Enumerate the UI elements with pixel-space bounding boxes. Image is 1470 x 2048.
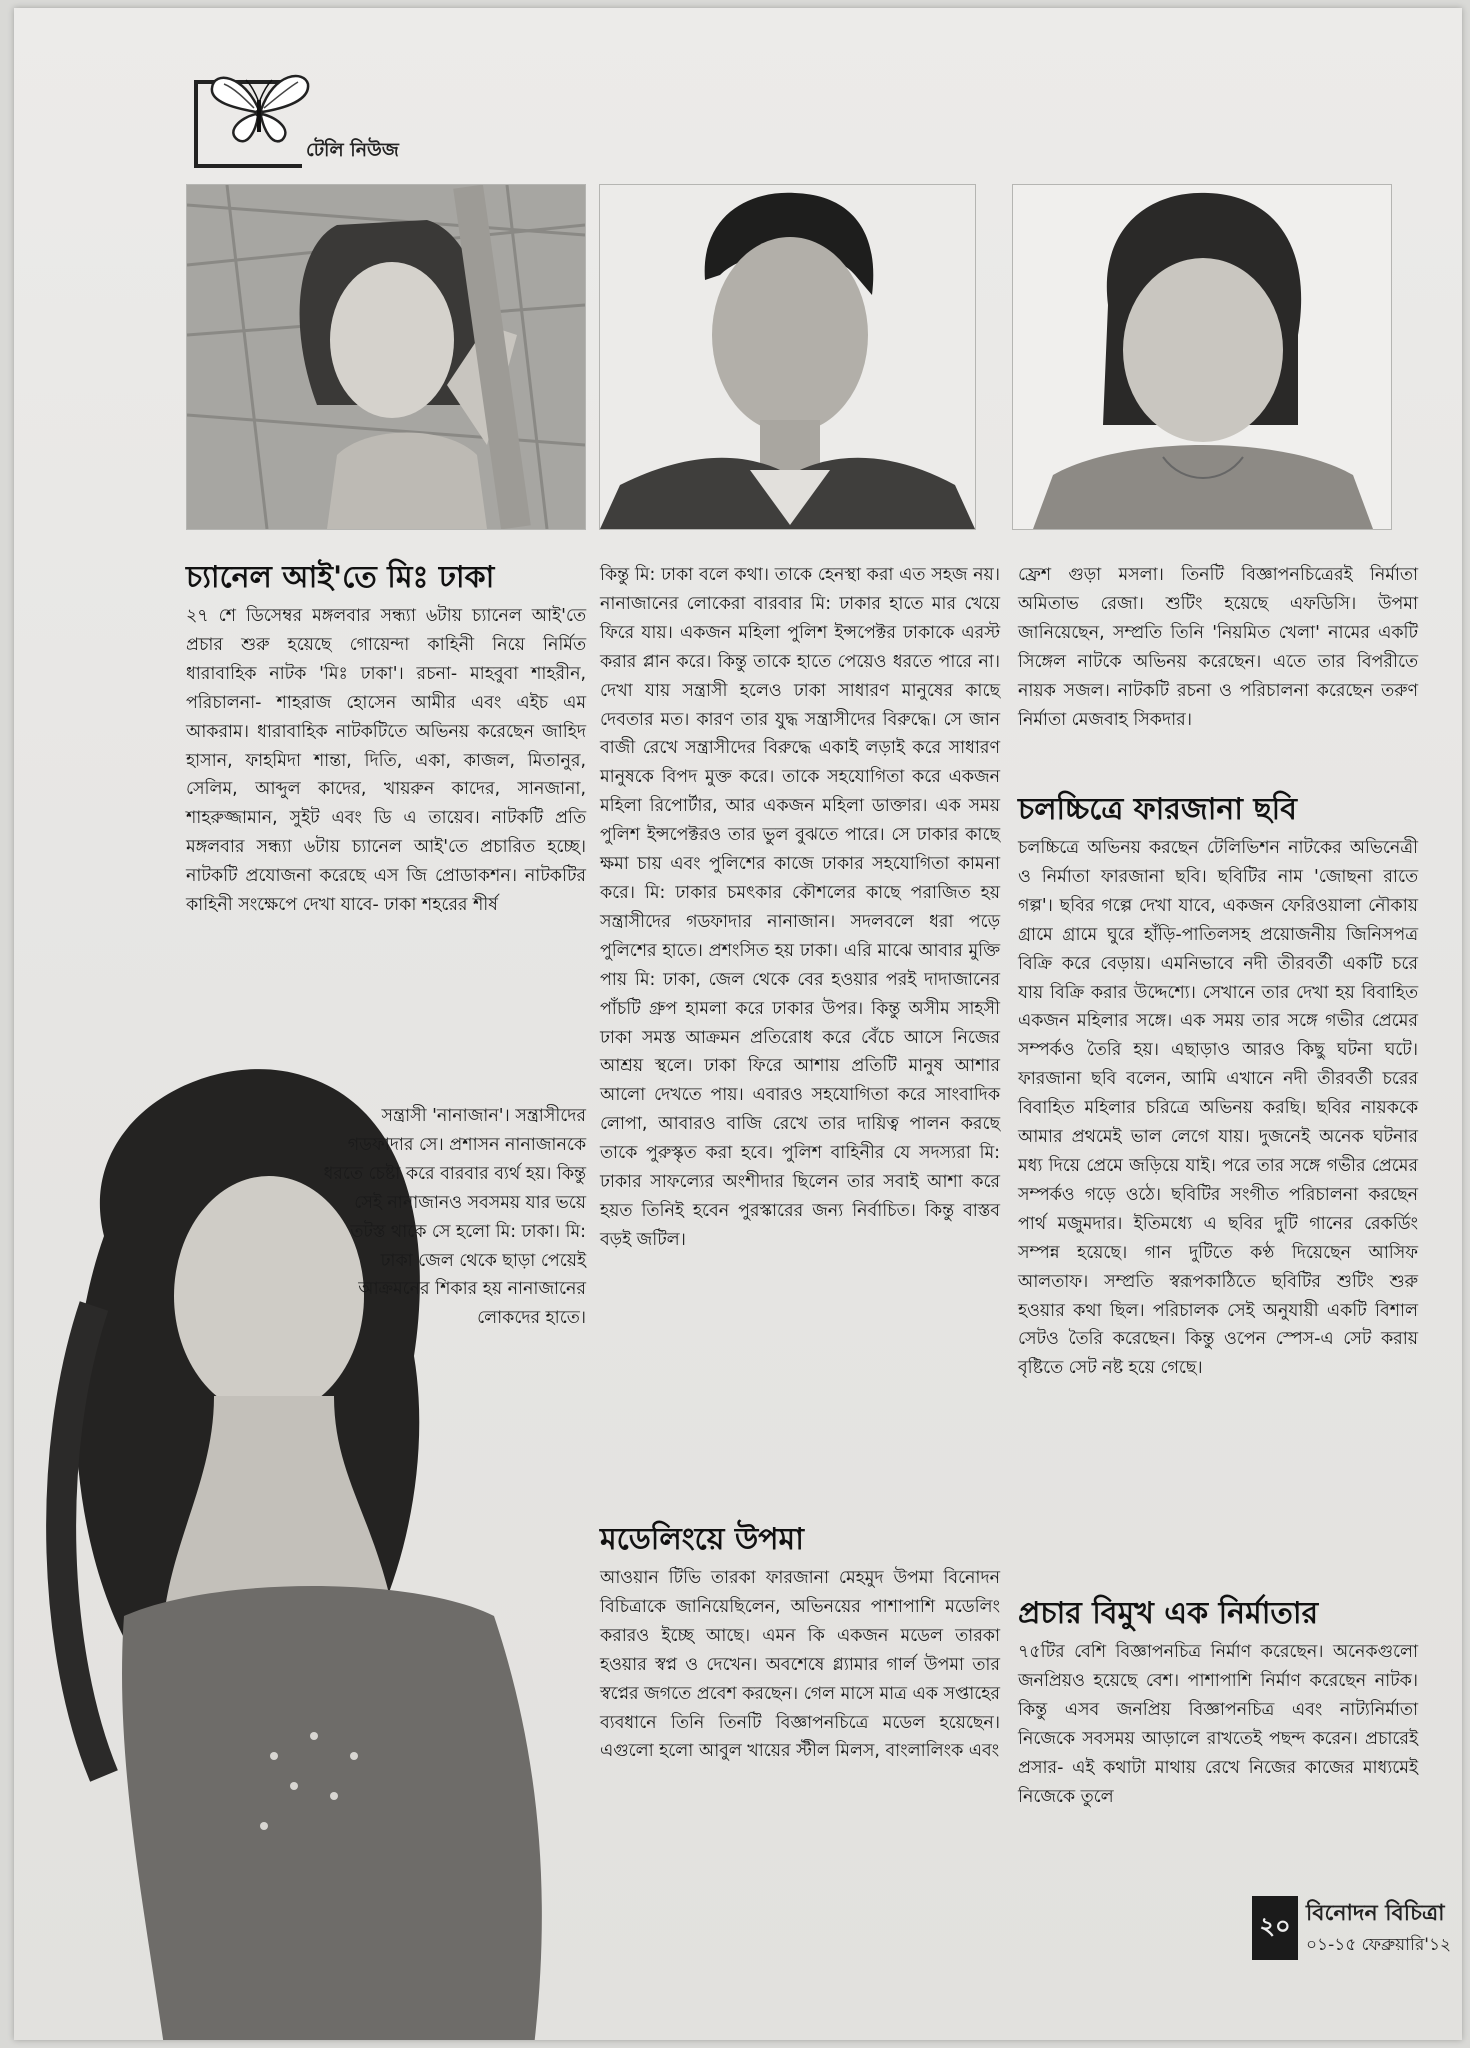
article-2-body: আওয়ান টিভি তারকা ফারজানা মেহমুদ উপমা বিনোদন বিচিত্রাকে জানিয়েছিলেন, অভিনয়ের পাশাপাশি মডেলিং করারও ইচ্ছে আছে। এমন কি একজন মডেল তারকা হওয়ার স্বপ্ন ও দেখেন। অবশেষে গ্ল্যামার গার্ল উপমা তার স্বপ্নের জগতে প্রবেশ করছেন। গেল মাসে মাত্র এক সপ্তাহের ব্যবধানে তিনি তিনটি বিজ্ঞাপনচিত্রে মডেল হয়েছেন। এগুলো হলো আবুল খায়ের স্টীল মিলস, বাংলালিংক এবং [600, 1568, 1000, 1762]
section-label: টেলি নিউজ [306, 139, 399, 161]
article-3-body: চলচ্চিত্রে অভিনয় করছেন টেলিভিশন নাটকের অভিনেত্রী ও নির্মাতা ফারজানা ছবি। ছবিটির নাম 'জোছনা রাতে গল্প'। ছবির গল্পে দেখা যাবে, একজন ফেরিওয়ালা নৌকায় গ্রামে গ্রামে ঘুরে হাঁড়ি-পাতিলসহ প্রয়োজনীয় জিনিসপত্র বিক্রি করে বেড়ায়। এমনিভাবে নদী তীরবর্তী একটি চরে যায় বিক্রি করার উদ্দেশ্যে। সেখানে তার দেখা হয় বিবাহিত একজন মহিলার সঙ্গে। এক সময় তার সঙ্গে গভীর প্রেমের সম্পর্কও তৈরি হয়। এছাড়াও আরও কিছু ঘটনা ঘটে। ফারজানা ছবি বলেন, আমি এখানে নদী তীরবর্তী চরের বিবাহিত মহিলার চরিত্রে অভিনয় করছি। ছবির নায়ককে আমার প্রথমেই ভাল লেগে যায়। দুজনেই অনেক ঘটনার মধ্য দিয়ে প্রেমে জড়িয়ে যাই। পরে তার সঙ্গে গভীর প্রেমের সম্পর্কও গড়ে ওঠে। ছবিটির সংগীত পরিচালনা করছেন পার্থ মজুমদার। ইতিমধ্যে এ ছবির দুটি গানের রেকর্ডিং সম্পন্ন হয়েছে। গান দুটিতে কণ্ঠ দিয়েছেন আসিফ আলতাফ। সম্প্রতি স্বরূপকাঠিতে ছবিটির শুটিং শুরু হওয়ার কথা ছিল। পরিচালক সেই অনুযায়ী একটি বিশাল সেটও তৈরি করেছেন। কিন্তু ওপেন স্পেস-এ সেট করায় বৃষ্টিতে সেট নষ্ট হয়ে গেছে। [1018, 838, 1418, 1379]
article-2-body-continued: ফ্রেশ গুড়া মসলা। তিনটি বিজ্ঞাপনচিত্রেরই নির্মাতা অমিতাভ রেজা। শুটিং হয়েছে এফডিসি। উপমা জানিয়েছেন, সম্প্রতি তিনি 'নিয়মিত খেলা' নামের একটি সিঙ্গেল নাটকে অভিনয় করেছেন। এতে তার বিপরীতে নায়ক সজল। নাটকটি রচনা ও পরিচালনা করেছেন তরুণ নির্মাতা মেজবাহ সিকদার। [1018, 565, 1418, 730]
article-4-headline: প্রচার বিমুখ এক নির্মাতার [1018, 1596, 1319, 1631]
article-1-column-wrap [314, 1102, 586, 1333]
butterfly-icon [204, 70, 314, 150]
magazine-name: বিনোদন বিচিত্রা [1306, 1900, 1445, 1926]
article-4-column [1018, 1594, 1418, 1811]
article-3-column [1018, 790, 1418, 1383]
page-number: ২০ [1252, 1896, 1298, 1960]
article-1-body-col2: কিন্তু মি: ঢাকা বলে কথা। তাকে হেনস্থা করা এত সহজ নয়। নানাজানের লোকেরা বারবার মি: ঢাকার হাতে মার খেয়ে ফিরে যায়। একজন মহিলা পুলিশ ইন্সপেক্টর ঢাকাকে এরস্ট করার প্লান করে। কিন্তু তাকে হাতে পেয়েও ধরতে পারে না। দেখা যায় সন্ত্রাসী হলেও ঢাকা সাধারণ মানুষের কাছে দেবতার মত। কারণ তার যুদ্ধ সন্ত্রাসীদের বিরুদ্ধে। সে জান বাজী রেখে সন্ত্রাসীদের বিরুদ্ধে একাই লড়াই করে সাধারণ মানুষকে বিপদ মুক্ত করে। তাকে সহযোগিতা করে একজন মহিলা রিপোর্টার, আর একজন মহিলা ডাক্তার। এক সময় পুলিশ ইন্সপেক্টরও তার ভুল বুঝতে পারে। সে ঢাকার কাছে ক্ষমা চায় এবং পুলিশের কাজে ঢাকার সহযোগিতা কামনা করে। মি: ঢাকার চমৎকার কৌশলের কাছে পরাজিত হয় সন্ত্রাসীদের গডফাদার নানাজান। সদলবলে ধরা পড়ে পুলিশের হাতে। প্রশংসিত হয় ঢাকা। এরি মাঝে আবার মুক্তি পায় মি: ঢাকা, জেল থেকে বের হওয়ার পরই দাদাজানের পাঁচটি গ্রুপ হামলা করে ঢাকার উপর। কিন্তু অসীম সাহসী ঢাকা সমস্ত আক্রমন প্রতিরোধ করে বেঁচে আসে নিজের আশ্রয় স্থলে। ঢাকা ফিরে আশায় প্রতিটি মানুষ আশার আলো দেখতে পায়। এবারও সহযোগিতা করে সাংবাদিক লোপা, আবারও বাজি রেখে তার দায়িত্ব পালন করছে তাকে পুরুস্কৃত করা হবে। পুলিশ বাহিনীর যে সদস্যরা মি: ঢাকার সাফল্যের অংশীদার ছিলেন তার সবাই আশা করে হয়ত তিনিই হবেন পুরস্কারের জন্য নির্বাচিত। কিন্তু বাস্তব বড়ই জটিল। [600, 565, 1000, 1250]
article-2-column [600, 1520, 1000, 1766]
issue-date: ০১-১৫ ফেব্রুয়ারি'১২ [1306, 1935, 1452, 1955]
article-1-column [186, 558, 586, 920]
section-logo [184, 70, 414, 170]
page-footer [1252, 1896, 1458, 1960]
article-1-headline: চ্যানেল আই'তে মিঃ ঢাকা [186, 560, 495, 595]
article-1-body-continued: সন্ত্রাসী 'নানাজান'। সন্ত্রাসীদের গডফাদার সে। প্রশাসন নানাজানকে ধরতে চেষ্টা করে বারবার ব্যর্থ হয়। কিন্তু সেই নানাজানও সবসময় যার ভয়ে তটস্ত থাকে সে হলো মি: ঢাকা। মি: ঢাকা জেল থেকে ছাড়া পেয়েই আক্রমনের শিকার হয় নানাজানের লোকদের হাতে। [323, 1106, 586, 1329]
magazine-page [14, 8, 1462, 2040]
article-1-column-2 [600, 561, 1000, 1255]
actor-photo [599, 184, 976, 530]
article-2-headline: মডেলিংয়ে উপমা [600, 1522, 804, 1557]
article-4-body: ৭৫টির বেশি বিজ্ঞাপনচিত্র নির্মাণ করেছেন। অনেকগুলো জনপ্রিয়ও হয়েছে বেশ। পাশাপাশি নির্মাণ করেছেন নাটক। কিন্তু এসব জনপ্রিয় বিজ্ঞাপনচিত্র এবং নাট্যনির্মাতা নিজেকে সবসময় আড়ালে রাখতেই পছন্দ করেন। প্রচারেই প্রসার- এই কথাটা মাথায় রেখে নিজের কাজের মাধ্যমেই নিজেকে তুলে [1018, 1642, 1418, 1807]
article-1-body: ২৭ শে ডিসেম্বর মঙ্গলবার সন্ধ্যা ৬টায় চ্যানেল আই'তে প্রচার শুরু হয়েছে গোয়েন্দা কাহিনী নিয়ে নির্মিত ধারাবাহিক নাটক 'মিঃ ঢাকা'। রচনা- মাহবুবা শাহরীন, পরিচালনা- শাহরাজ হোসেন আমীর এবং এইচ এম আকরাম। ধারাবাহিক নাটকটিতে অভিনয় করেছেন জাহিদ হাসান, ফাহমিদা শান্তা, দিতি, একা, কাজল, মিতানুর, সেলিম, আব্দুল কাদের, খায়রুন কাদের, সানজানা, শাহরুজ্জামান, সুইট এবং ডি এ তায়েব। নাটকটি প্রতি মঙ্গলবার সন্ধ্যা ৬টায় চ্যানেল আই'তে প্রচারিত হচ্ছে। নাটকটি প্রযোজনা করেছে এস জি প্রোডাকশন। নাটকটির কাহিনী সংক্ষেপে দেখা যাবে- ঢাকা শহরের শীর্ষ [186, 606, 586, 916]
actress-photo-1 [186, 184, 586, 530]
article-2-column-continued [1018, 561, 1418, 734]
article-3-headline: চলচ্চিত্রে ফারজানা ছবি [1018, 792, 1297, 827]
actress-photo-2 [1012, 184, 1392, 530]
